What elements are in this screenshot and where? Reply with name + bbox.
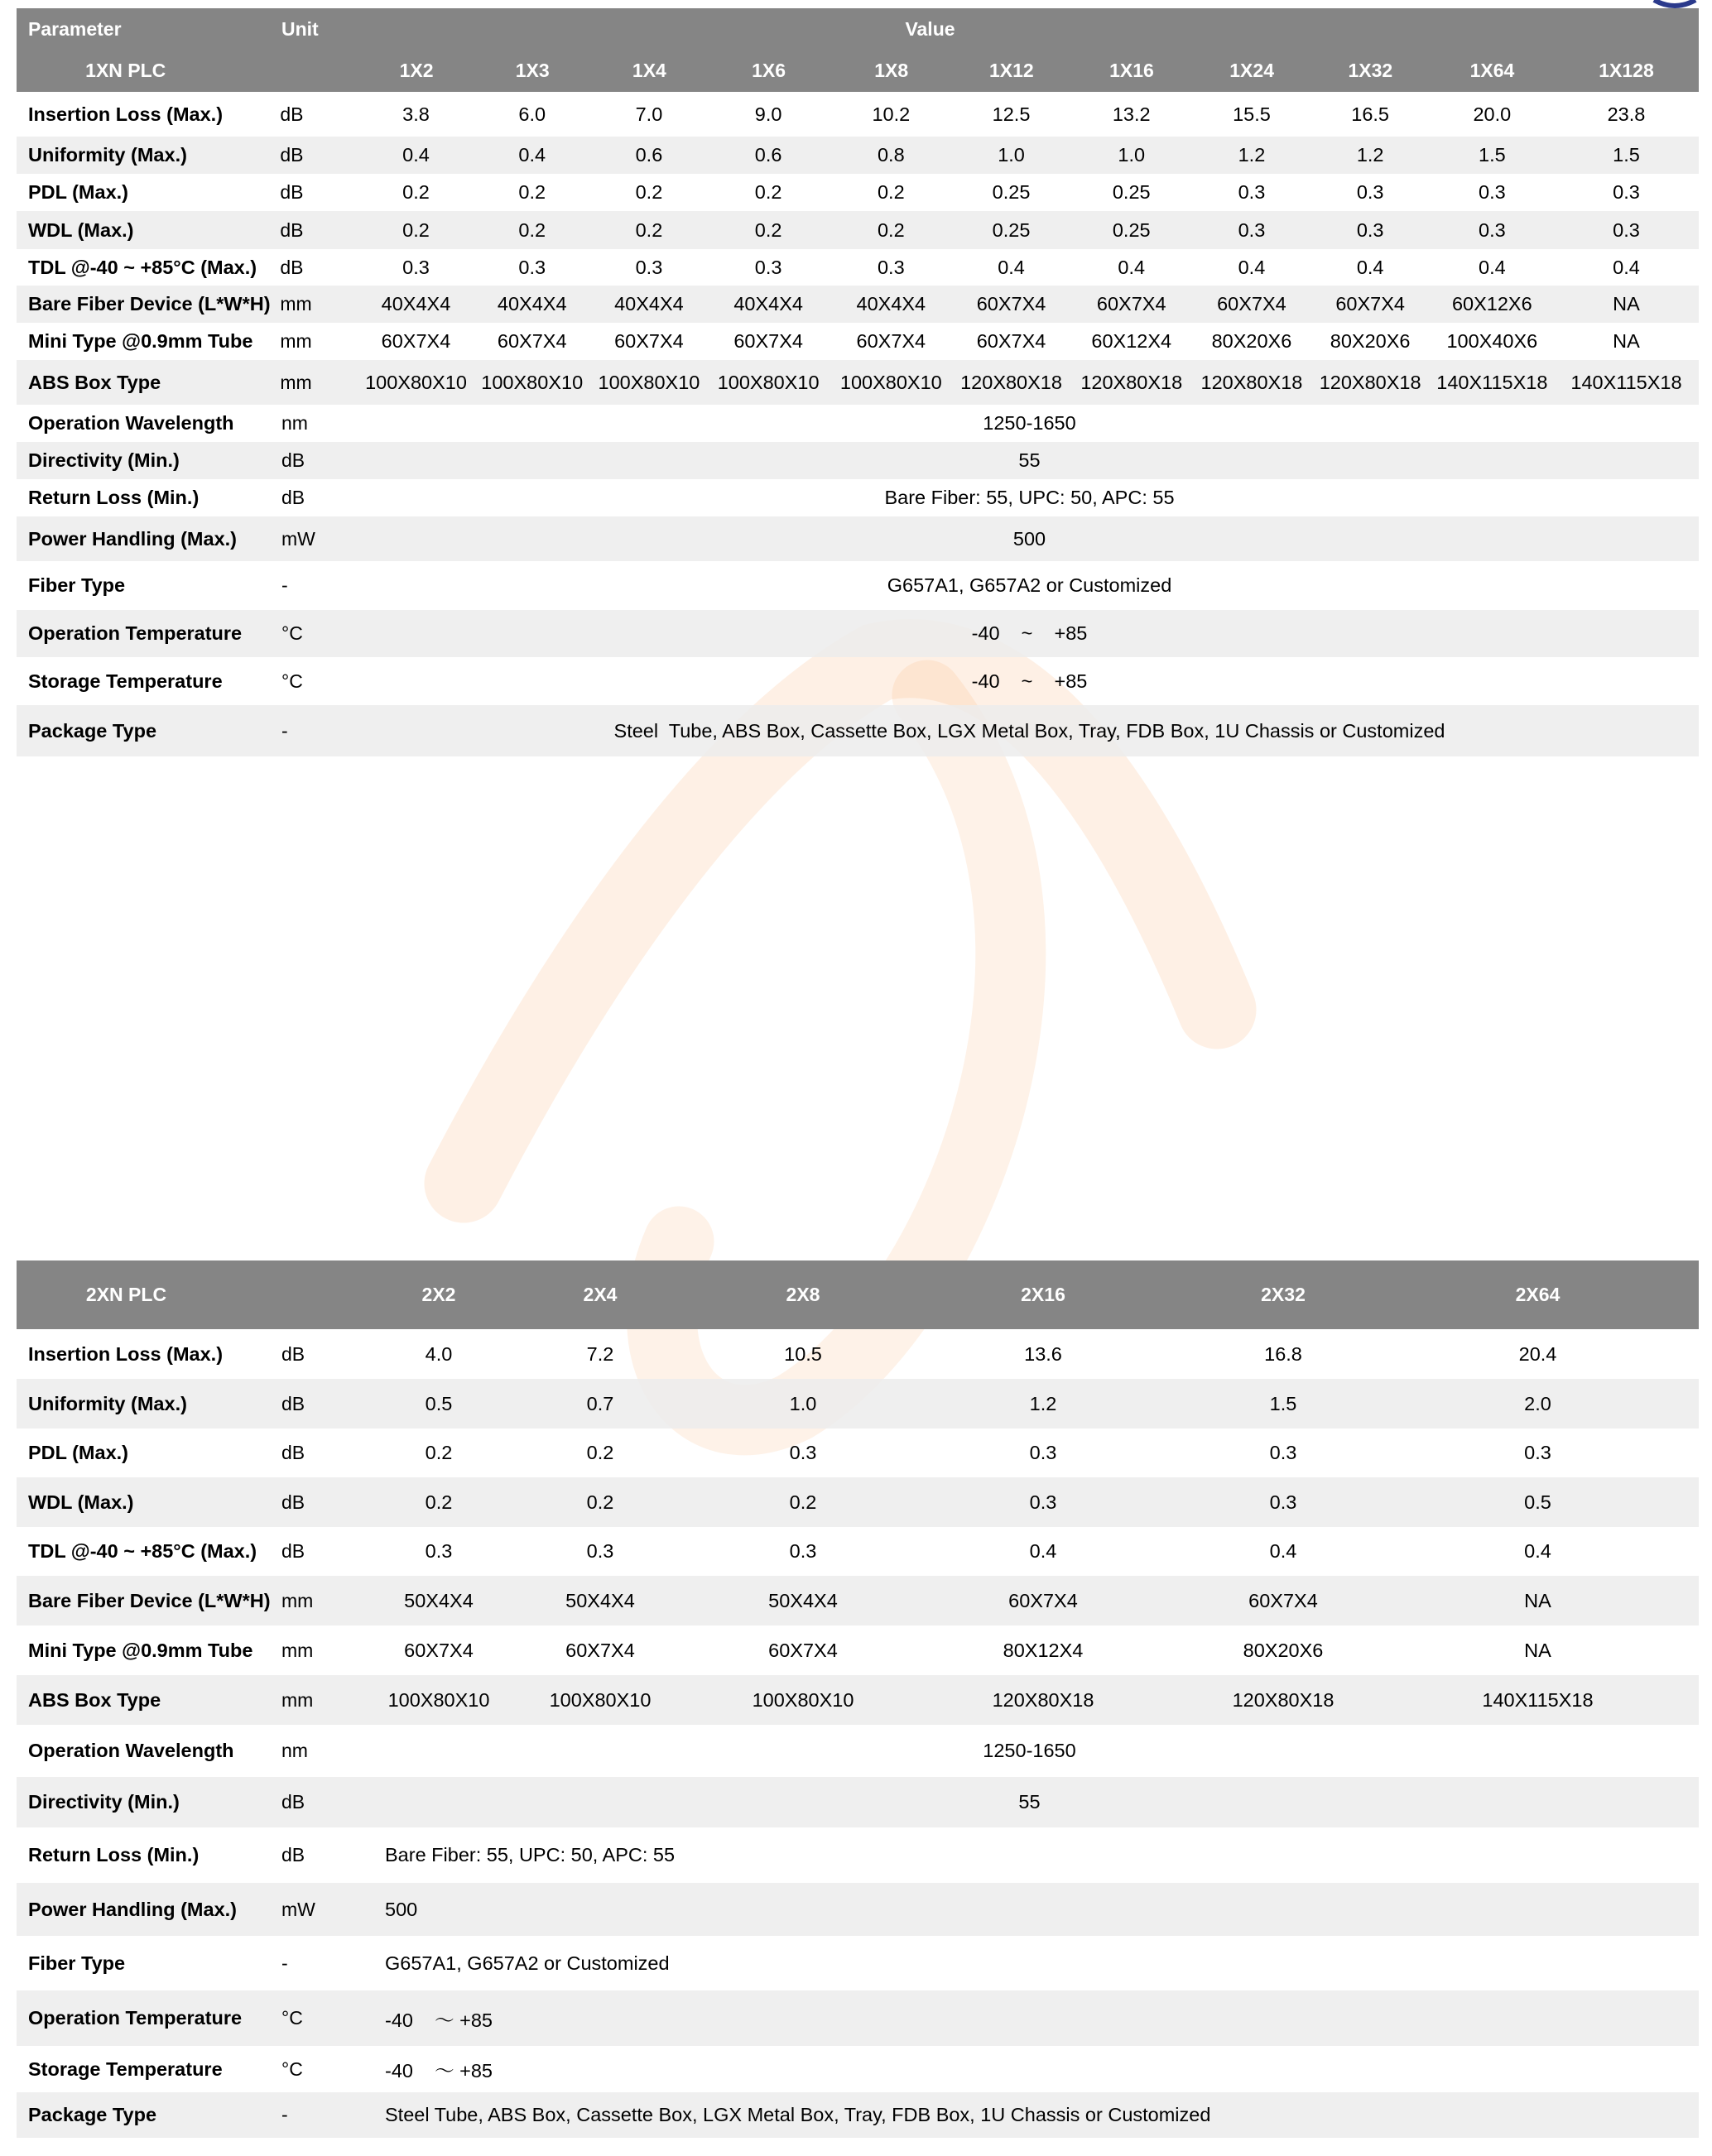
value-cell: 40X4X4 xyxy=(381,293,451,315)
value-cell: 1.5 xyxy=(1613,144,1640,166)
table-row xyxy=(17,705,1699,756)
value-cell: 0.4 xyxy=(998,256,1025,278)
column-header: 2X2 xyxy=(421,1284,456,1305)
value-cell: 40X4X4 xyxy=(856,293,926,315)
value-cell: Steel Tube, ABS Box, Cassette Box, LGX Metal Box, Tray, FDB Box, 1U Chassis or Customized xyxy=(385,2104,1211,2125)
value-cell: 13.2 xyxy=(1112,103,1151,125)
param-label: Package Type xyxy=(28,2104,157,2125)
value-cell: 0.6 xyxy=(635,144,663,166)
unit-label: dB xyxy=(280,103,304,125)
column-header: 1X2 xyxy=(399,60,434,81)
unit-label: dB xyxy=(281,1844,305,1865)
table-row xyxy=(17,657,1699,705)
table-row xyxy=(17,442,1699,479)
value-cell: 55 xyxy=(1018,449,1041,471)
value-cell: Bare Fiber: 55, UPC: 50, APC: 55 xyxy=(884,487,1175,508)
column-header: 2X4 xyxy=(583,1284,618,1305)
value-cell: 0.3 xyxy=(1356,218,1384,241)
param-label: Bare Fiber Device (L*W*H) xyxy=(28,1589,271,1611)
value-cell: 80X20X6 xyxy=(1330,330,1411,352)
value-cell: 500 xyxy=(385,1898,418,1920)
unit-label: dB xyxy=(281,1491,305,1513)
value-cell: 60X7X4 xyxy=(1248,1589,1318,1611)
value-cell: G657A1, G657A2 or Customized xyxy=(887,574,1172,596)
table-row xyxy=(17,1379,1699,1429)
value-cell: 0.2 xyxy=(877,218,905,241)
table-row xyxy=(17,1576,1699,1625)
value-cell: 0.4 xyxy=(1479,256,1506,278)
table-row xyxy=(17,323,1699,360)
unit-label: °C xyxy=(281,670,303,692)
table-2xn-plc xyxy=(17,1260,1699,2138)
table-1xn-plc xyxy=(17,8,1699,756)
value-cell: Steel Tube, ABS Box, Cassette Box, LGX Metal Box, Tray, FDB Box, 1U Chassis or Customized xyxy=(613,719,1445,742)
value-cell: 50X4X4 xyxy=(565,1589,635,1611)
value-cell: 80X20X6 xyxy=(1243,1639,1324,1661)
table-row xyxy=(17,1990,1699,2046)
value-cell: 40X4X4 xyxy=(497,293,567,315)
unit-label: mW xyxy=(281,527,315,550)
value-cell: 0.2 xyxy=(402,181,430,203)
section-header-2xn xyxy=(17,1260,1699,1329)
unit-label: - xyxy=(281,1952,288,1974)
value-cell: NA xyxy=(1524,1589,1551,1611)
value-cell: NA xyxy=(1613,293,1640,315)
value-cell: 12.5 xyxy=(992,103,1031,125)
value-cell: 0.2 xyxy=(754,218,782,241)
param-label: Insertion Loss (Max.) xyxy=(28,1342,224,1365)
section-title: 2XN PLC xyxy=(85,1284,167,1305)
value-cell: 1.2 xyxy=(1029,1392,1057,1414)
value-cell: 7.2 xyxy=(586,1342,614,1365)
unit-label: - xyxy=(281,719,288,742)
value-cell: 0.3 xyxy=(754,256,782,278)
unit-label: °C xyxy=(281,622,303,644)
column-header: 1X8 xyxy=(874,60,909,81)
column-header: 2X8 xyxy=(786,1284,820,1305)
value-cell: 0.3 xyxy=(518,256,546,278)
value-cell: 0.8 xyxy=(877,144,905,166)
unit-label: dB xyxy=(280,181,304,203)
value-cell: 1250-1650 xyxy=(983,412,1076,434)
value-cell: 0.2 xyxy=(789,1491,817,1513)
value-cell: 60X7X4 xyxy=(1008,1589,1078,1611)
table-row xyxy=(17,1625,1699,1675)
value-cell: 0.3 xyxy=(586,1540,614,1562)
value-cell: 60X7X4 xyxy=(1096,293,1166,315)
value-cell: 0.3 xyxy=(789,1540,817,1562)
value-cell: 0.5 xyxy=(425,1392,453,1414)
param-label: PDL (Max.) xyxy=(28,1442,128,1463)
value-cell: 0.3 xyxy=(1238,181,1266,203)
unit-label: dB xyxy=(280,218,304,241)
value-cell: 0.3 xyxy=(1524,1442,1551,1463)
value-cell: 1.0 xyxy=(1118,144,1146,166)
value-cell: 40X4X4 xyxy=(614,293,684,315)
value-cell: 0.2 xyxy=(635,181,663,203)
value-cell: 120X80X18 xyxy=(992,1688,1094,1711)
table-row xyxy=(17,516,1699,561)
value-cell: 0.4 xyxy=(1269,1540,1297,1562)
value-cell: 50X4X4 xyxy=(404,1589,474,1611)
table-row xyxy=(17,286,1699,323)
value-cell: 100X80X10 xyxy=(365,371,467,393)
value-cell: 0.3 xyxy=(1029,1491,1057,1513)
param-label: Uniformity (Max.) xyxy=(28,1392,187,1414)
value-cell: 0.6 xyxy=(754,144,782,166)
value-cell: 60X7X4 xyxy=(1335,293,1405,315)
value-cell: 0.2 xyxy=(754,181,782,203)
unit-label: dB xyxy=(280,256,304,278)
value-cell: 0.25 xyxy=(992,181,1031,203)
param-label: Fiber Type xyxy=(28,1952,126,1974)
value-cell: 1.2 xyxy=(1356,144,1384,166)
table-row xyxy=(17,1527,1699,1576)
value-cell: 60X7X4 xyxy=(497,330,567,352)
value-cell: 500 xyxy=(1012,527,1046,550)
param-label: Mini Type @0.9mm Tube xyxy=(28,330,253,352)
param-label: ABS Box Type xyxy=(28,371,161,393)
table-row xyxy=(17,1936,1699,1990)
column-header: 1X32 xyxy=(1348,60,1393,81)
value-cell: 0.3 xyxy=(1479,218,1506,241)
unit-label: mm xyxy=(281,1688,314,1711)
unit-label: dB xyxy=(281,1791,305,1813)
value-cell: 0.4 xyxy=(1356,256,1384,278)
table-row xyxy=(17,1477,1699,1527)
table-row xyxy=(17,1827,1699,1883)
column-header: 2X64 xyxy=(1515,1284,1561,1305)
value-cell: 2.0 xyxy=(1524,1392,1551,1414)
value-cell: 100X40X6 xyxy=(1446,330,1538,352)
table-row xyxy=(17,174,1699,211)
value-cell: 1.5 xyxy=(1479,144,1506,166)
table-row xyxy=(17,137,1699,174)
unit-label: - xyxy=(281,574,288,596)
value-cell: 13.6 xyxy=(1024,1342,1062,1365)
table-row xyxy=(17,211,1699,249)
param-label: WDL (Max.) xyxy=(28,1491,134,1513)
value-cell: 0.2 xyxy=(877,181,905,203)
value-cell: 23.8 xyxy=(1607,103,1646,125)
value-cell: 0.4 xyxy=(1524,1540,1551,1562)
param-label: Directivity (Min.) xyxy=(28,1791,180,1813)
value-cell: 120X80X18 xyxy=(1080,371,1183,393)
value-cell: 1.0 xyxy=(789,1392,817,1414)
value-cell: 0.5 xyxy=(1524,1491,1551,1513)
table-row xyxy=(17,2046,1699,2092)
value-cell: NA xyxy=(1524,1639,1551,1661)
value-cell: 0.2 xyxy=(635,218,663,241)
value-cell: 0.2 xyxy=(518,218,546,241)
value-cell: 55 xyxy=(1018,1791,1041,1813)
value-cell: 6.0 xyxy=(518,103,546,125)
table-row xyxy=(17,1725,1699,1777)
table-row xyxy=(17,561,1699,610)
unit-label: - xyxy=(281,2104,288,2125)
column-header: 1X3 xyxy=(515,60,550,81)
value-cell: 100X80X10 xyxy=(752,1688,854,1711)
param-label: Operation Wavelength xyxy=(28,412,234,434)
value-cell: NA xyxy=(1613,330,1640,352)
value-cell: 60X7X4 xyxy=(614,330,684,352)
value-cell: 100X80X10 xyxy=(717,371,820,393)
value-cell: 0.3 xyxy=(1479,181,1506,203)
value-cell: 0.3 xyxy=(1029,1442,1057,1463)
unit-label: dB xyxy=(281,1342,305,1365)
param-label: Power Handling (Max.) xyxy=(28,1898,237,1920)
param-label: Operation Wavelength xyxy=(28,1740,234,1761)
column-header: 1X4 xyxy=(632,60,666,81)
param-label: Fiber Type xyxy=(28,574,126,596)
table-row xyxy=(17,249,1699,286)
param-label: Storage Temperature xyxy=(28,2058,223,2080)
table-row xyxy=(17,1429,1699,1477)
value-cell: 140X115X18 xyxy=(1482,1688,1594,1711)
unit-label: mm xyxy=(280,293,312,315)
value-cell: 60X7X4 xyxy=(976,330,1046,352)
value-cell: 100X80X10 xyxy=(839,371,942,393)
header-value: Value xyxy=(905,17,955,40)
value-cell: 0.4 xyxy=(518,144,546,166)
param-label: Package Type xyxy=(28,719,157,742)
column-header: 1X6 xyxy=(752,60,786,81)
value-cell: 80X20X6 xyxy=(1211,330,1292,352)
value-cell: 1250-1650 xyxy=(983,1740,1076,1761)
param-label: Operation Temperature xyxy=(28,622,243,644)
value-cell: 50X4X4 xyxy=(768,1589,838,1611)
value-cell: 140X115X18 xyxy=(1436,371,1548,393)
table-row xyxy=(17,360,1699,405)
value-cell: 120X80X18 xyxy=(1232,1688,1334,1711)
value-cell: -40 ~ +85 xyxy=(971,670,1088,692)
table-row xyxy=(17,1883,1699,1936)
column-header: 1X24 xyxy=(1229,60,1274,81)
section-title: 1XN PLC xyxy=(85,60,166,81)
header-parameter: Parameter xyxy=(28,17,122,40)
value-cell: 60X12X6 xyxy=(1451,293,1532,315)
param-label: Uniformity (Max.) xyxy=(28,144,187,166)
value-cell: 0.2 xyxy=(425,1491,453,1513)
column-header: 1X12 xyxy=(988,60,1034,81)
unit-label: nm xyxy=(281,1740,308,1761)
param-label: ABS Box Type xyxy=(28,1688,161,1711)
value-cell: 100X80X10 xyxy=(598,371,700,393)
value-cell: 0.3 xyxy=(1269,1491,1297,1513)
param-label: WDL (Max.) xyxy=(28,218,134,241)
top-header-row xyxy=(17,8,1699,50)
value-cell: 120X80X18 xyxy=(1319,371,1421,393)
value-cell: 10.5 xyxy=(784,1342,822,1365)
value-cell: G657A1, G657A2 or Customized xyxy=(385,1952,670,1974)
value-cell: 40X4X4 xyxy=(733,293,803,315)
value-cell: 0.3 xyxy=(877,256,905,278)
unit-label: dB xyxy=(281,1392,305,1414)
value-cell: Bare Fiber: 55, UPC: 50, APC: 55 xyxy=(385,1844,676,1865)
value-cell: 120X80X18 xyxy=(1200,371,1303,393)
param-label: Mini Type @0.9mm Tube xyxy=(28,1639,253,1661)
table-row xyxy=(17,2092,1699,2138)
section-header-1xn xyxy=(17,50,1699,92)
param-label: Return Loss (Min.) xyxy=(28,487,200,508)
value-cell: 60X7X4 xyxy=(381,330,451,352)
param-label: Storage Temperature xyxy=(28,670,223,692)
table-row xyxy=(17,92,1699,137)
value-cell: 120X80X18 xyxy=(960,371,1062,393)
value-cell: 100X80X10 xyxy=(549,1688,652,1711)
column-header: 1X64 xyxy=(1469,60,1515,81)
value-cell: 0.2 xyxy=(425,1442,453,1463)
value-cell: 0.3 xyxy=(1269,1442,1297,1463)
table-row xyxy=(17,405,1699,442)
value-cell: 0.3 xyxy=(789,1442,817,1463)
param-label: Operation Temperature xyxy=(28,2007,243,2029)
value-cell: 0.3 xyxy=(1613,181,1640,203)
param-label: Bare Fiber Device (L*W*H) xyxy=(28,293,271,315)
unit-label: dB xyxy=(281,1442,305,1463)
unit-label: nm xyxy=(281,412,308,434)
param-label: Directivity (Min.) xyxy=(28,449,180,471)
value-cell: 1.2 xyxy=(1238,144,1266,166)
table-row xyxy=(17,1675,1699,1725)
unit-label: °C xyxy=(281,2007,303,2029)
column-header: 1X16 xyxy=(1109,60,1154,81)
param-label: TDL @-40 ~ +85°C (Max.) xyxy=(28,1540,257,1562)
value-cell: 0.2 xyxy=(586,1442,614,1463)
value-cell: 100X80X10 xyxy=(387,1688,490,1711)
value-cell: 0.4 xyxy=(1613,256,1640,278)
value-cell: 60X7X4 xyxy=(733,330,803,352)
table-row xyxy=(17,479,1699,516)
value-cell: -40 ～ +85 xyxy=(385,2060,493,2082)
value-cell: 1.5 xyxy=(1269,1392,1297,1414)
unit-label: dB xyxy=(281,1540,305,1562)
value-cell: 15.5 xyxy=(1233,103,1271,125)
column-header: 2X32 xyxy=(1261,1284,1306,1305)
value-cell: 16.8 xyxy=(1264,1342,1302,1365)
header-unit: Unit xyxy=(281,17,319,40)
unit-label: dB xyxy=(281,449,305,471)
value-cell: 0.3 xyxy=(425,1540,453,1562)
value-cell: 0.4 xyxy=(1029,1540,1057,1562)
value-cell: 0.4 xyxy=(402,144,430,166)
unit-label: mW xyxy=(281,1898,315,1920)
value-cell: 80X12X4 xyxy=(1003,1639,1084,1661)
param-label: TDL @-40 ~ +85°C (Max.) xyxy=(28,256,257,278)
table-row xyxy=(17,1777,1699,1827)
param-label: PDL (Max.) xyxy=(28,181,128,203)
value-cell: 60X7X4 xyxy=(976,293,1046,315)
value-cell: 9.0 xyxy=(754,103,782,125)
value-cell: -40 ～ +85 xyxy=(385,2009,493,2031)
value-cell: 0.3 xyxy=(635,256,663,278)
value-cell: 10.2 xyxy=(872,103,911,125)
value-cell: 1.0 xyxy=(998,144,1025,166)
unit-label: mm xyxy=(281,1639,314,1661)
value-cell: 0.3 xyxy=(402,256,430,278)
value-cell: 0.2 xyxy=(402,218,430,241)
value-cell: 16.5 xyxy=(1351,103,1390,125)
unit-label: mm xyxy=(280,330,312,352)
value-cell: 3.8 xyxy=(402,103,430,125)
value-cell: 60X7X4 xyxy=(1217,293,1286,315)
unit-label: mm xyxy=(280,371,312,393)
param-label: Power Handling (Max.) xyxy=(28,527,237,550)
param-label: Return Loss (Min.) xyxy=(28,1844,200,1865)
unit-label: dB xyxy=(280,144,304,166)
value-cell: 0.3 xyxy=(1356,181,1384,203)
value-cell: 0.7 xyxy=(586,1392,614,1414)
value-cell: 0.25 xyxy=(1112,218,1151,241)
value-cell: 60X12X4 xyxy=(1091,330,1172,352)
value-cell: -40 ~ +85 xyxy=(971,622,1088,644)
column-header: 1X128 xyxy=(1599,60,1654,81)
value-cell: 0.2 xyxy=(518,181,546,203)
value-cell: 20.4 xyxy=(1518,1342,1557,1365)
value-cell: 0.25 xyxy=(1112,181,1151,203)
value-cell: 20.0 xyxy=(1473,103,1512,125)
unit-label: dB xyxy=(281,487,305,508)
value-cell: 0.4 xyxy=(1238,256,1266,278)
param-label: Insertion Loss (Max.) xyxy=(28,103,224,125)
value-cell: 100X80X10 xyxy=(481,371,584,393)
value-cell: 0.3 xyxy=(1238,218,1266,241)
value-cell: 7.0 xyxy=(635,103,663,125)
unit-label: °C xyxy=(281,2058,303,2080)
value-cell: 60X7X4 xyxy=(768,1639,838,1661)
value-cell: 4.0 xyxy=(425,1342,453,1365)
value-cell: 0.25 xyxy=(992,218,1031,241)
value-cell: 0.4 xyxy=(1118,256,1146,278)
unit-label: mm xyxy=(281,1589,314,1611)
value-cell: 0.3 xyxy=(1613,218,1640,241)
value-cell: 60X7X4 xyxy=(856,330,926,352)
table-row xyxy=(17,1329,1699,1379)
value-cell: 60X7X4 xyxy=(565,1639,635,1661)
value-cell: 60X7X4 xyxy=(404,1639,474,1661)
value-cell: 140X115X18 xyxy=(1570,371,1682,393)
table-row xyxy=(17,610,1699,657)
column-header: 2X16 xyxy=(1021,1284,1065,1305)
value-cell: 0.2 xyxy=(586,1491,614,1513)
